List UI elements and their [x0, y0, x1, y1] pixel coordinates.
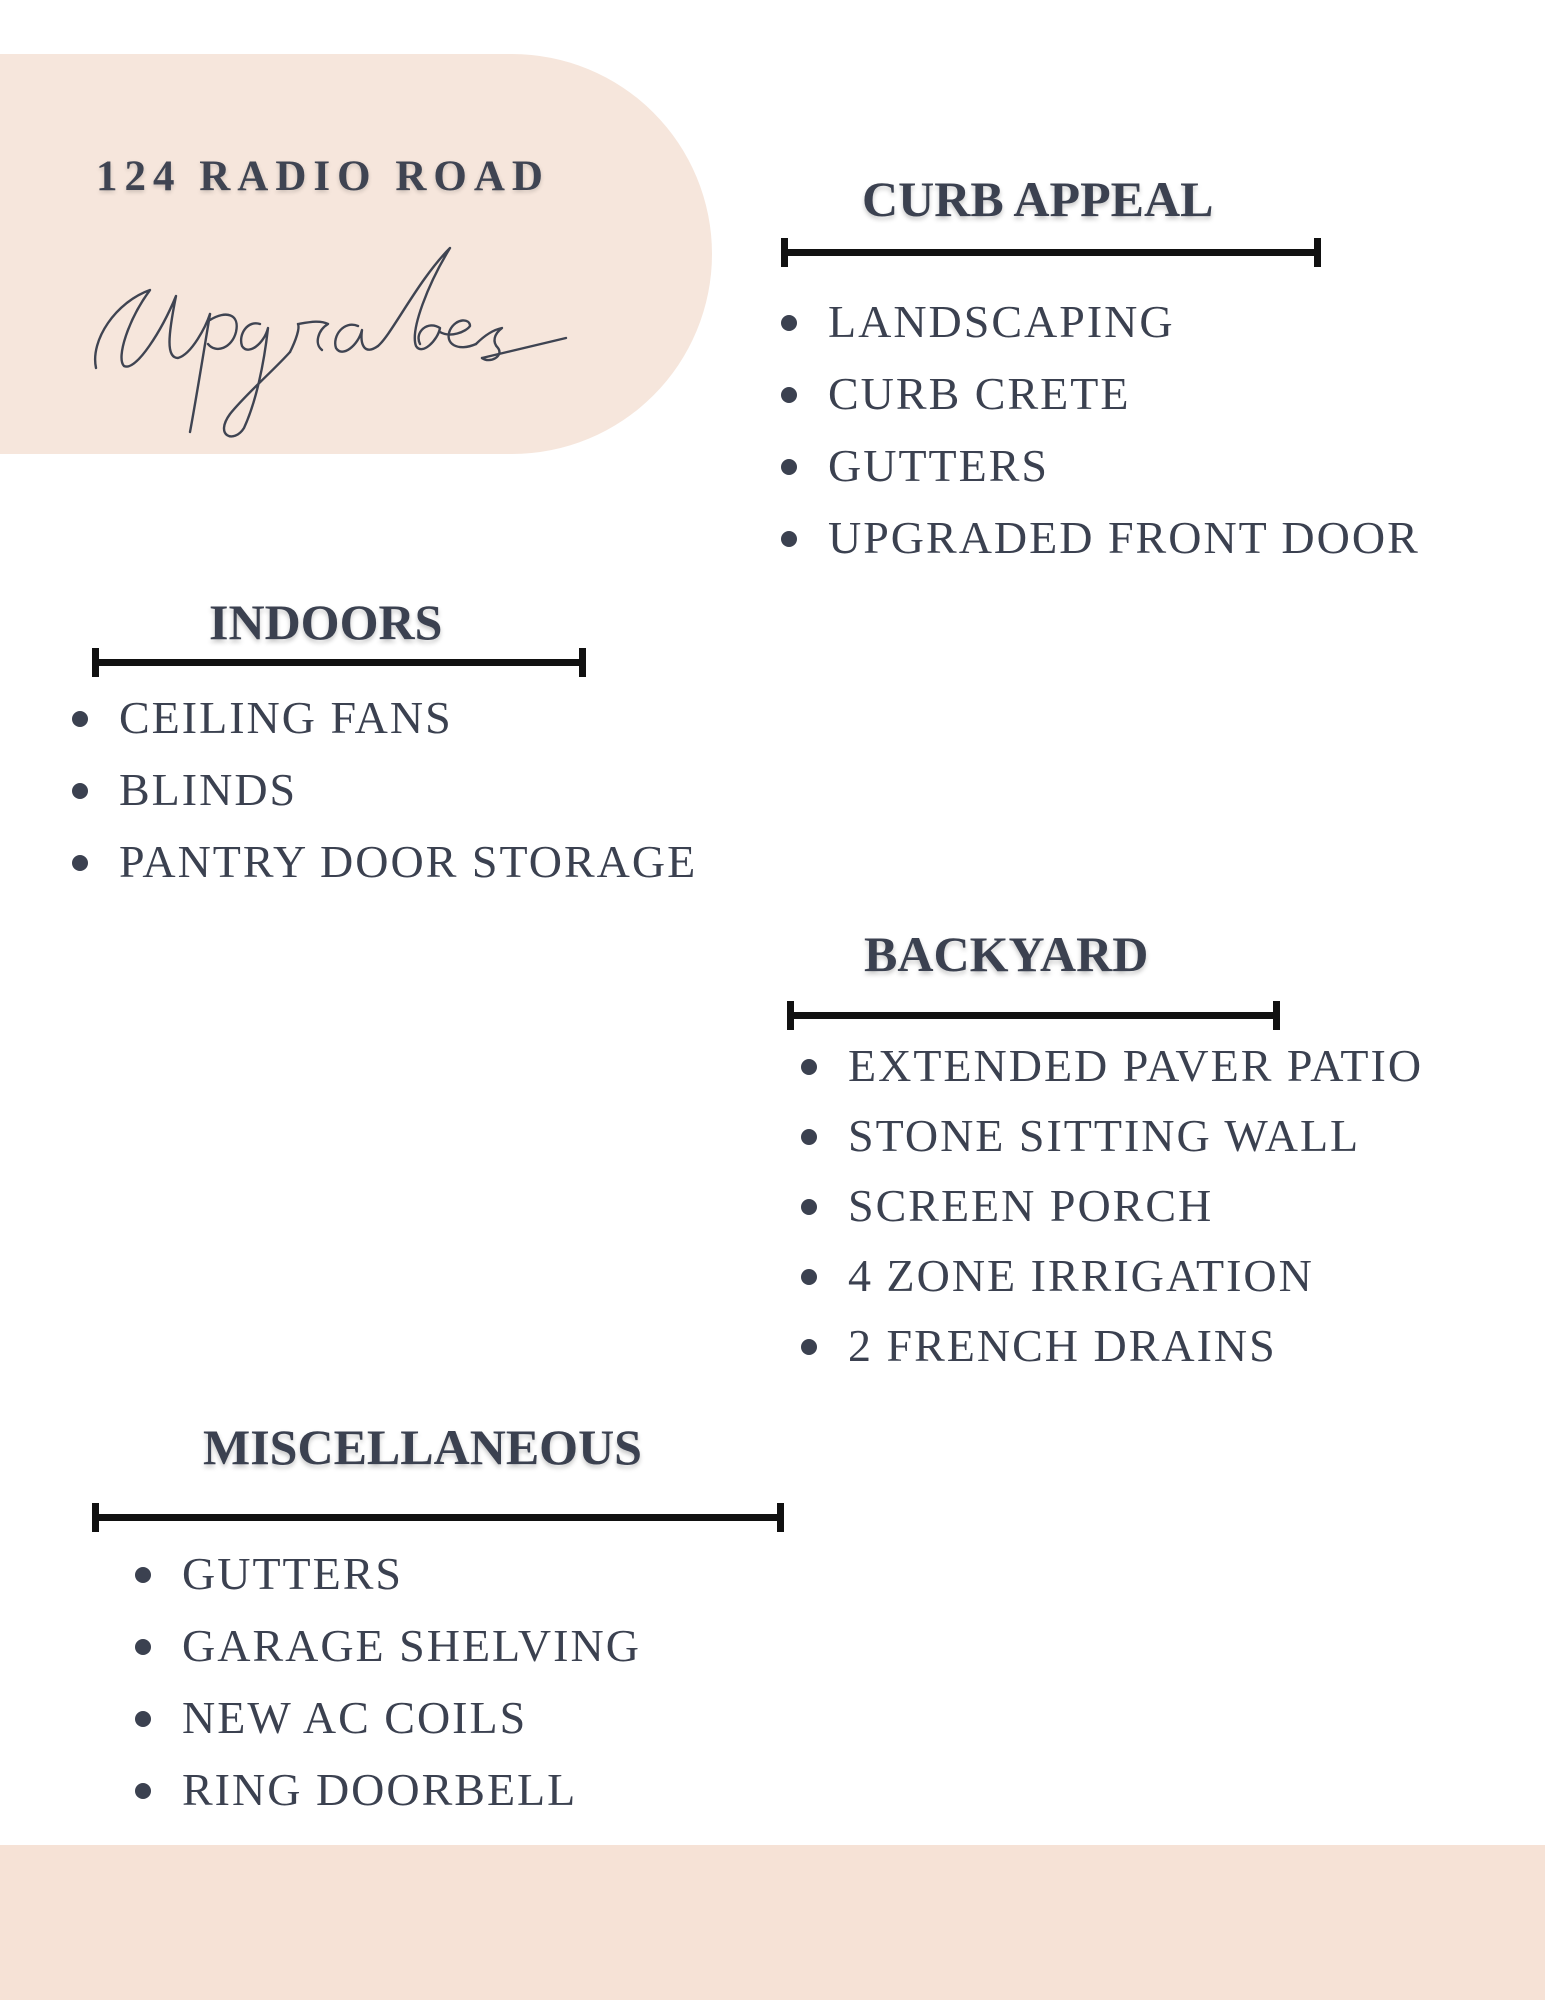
list-item: CURB CRETE — [781, 358, 1420, 430]
list-item: CEILING FANS — [72, 682, 697, 754]
upgrades-script-title — [88, 240, 578, 445]
bullet-icon — [801, 1199, 817, 1215]
bullet-icon — [801, 1129, 817, 1145]
list-item: EXTENDED PAVER PATIO — [801, 1031, 1423, 1101]
list-item: RING DOORBELL — [135, 1754, 641, 1826]
list-item: NEW AC COILS — [135, 1682, 641, 1754]
curb-appeal-divider — [781, 249, 1321, 256]
list-item: LANDSCAPING — [781, 286, 1420, 358]
bullet-icon — [72, 855, 88, 871]
list-item: 2 FRENCH DRAINS — [801, 1311, 1423, 1381]
bullet-icon — [801, 1269, 817, 1285]
bullet-icon — [135, 1567, 151, 1583]
backyard-divider — [787, 1012, 1280, 1019]
list-item: BLINDS — [72, 754, 697, 826]
miscellaneous-title: MISCELLANEOUS — [203, 1419, 642, 1475]
bullet-icon — [801, 1339, 817, 1355]
list-item: 4 ZONE IRRIGATION — [801, 1241, 1423, 1311]
bullet-icon — [781, 387, 797, 403]
curb-appeal-list — [781, 286, 1420, 574]
curb-appeal-title: CURB APPEAL — [862, 171, 1214, 227]
backyard-title: BACKYARD — [864, 926, 1149, 982]
bullet-icon — [781, 531, 797, 547]
list-item: GUTTERS — [781, 430, 1420, 502]
list-item: PANTRY DOOR STORAGE — [72, 826, 697, 898]
miscellaneous-divider — [92, 1514, 784, 1521]
list-item: STONE SITTING WALL — [801, 1101, 1423, 1171]
address-heading: 124 RADIO ROAD — [96, 153, 550, 200]
bullet-icon — [135, 1639, 151, 1655]
bullet-icon — [135, 1711, 151, 1727]
bullet-icon — [72, 711, 88, 727]
footer-band — [0, 1845, 1545, 2000]
bullet-icon — [135, 1783, 151, 1799]
list-item: GARAGE SHELVING — [135, 1610, 641, 1682]
indoors-title: INDOORS — [209, 594, 443, 650]
bullet-icon — [781, 315, 797, 331]
indoors-divider — [92, 659, 586, 666]
indoors-list — [72, 682, 697, 898]
bullet-icon — [72, 783, 88, 799]
backyard-list — [801, 1031, 1423, 1381]
bullet-icon — [801, 1059, 817, 1075]
list-item: SCREEN PORCH — [801, 1171, 1423, 1241]
list-item: UPGRADED FRONT DOOR — [781, 502, 1420, 574]
bullet-icon — [781, 459, 797, 475]
miscellaneous-list — [135, 1538, 641, 1826]
list-item: GUTTERS — [135, 1538, 641, 1610]
